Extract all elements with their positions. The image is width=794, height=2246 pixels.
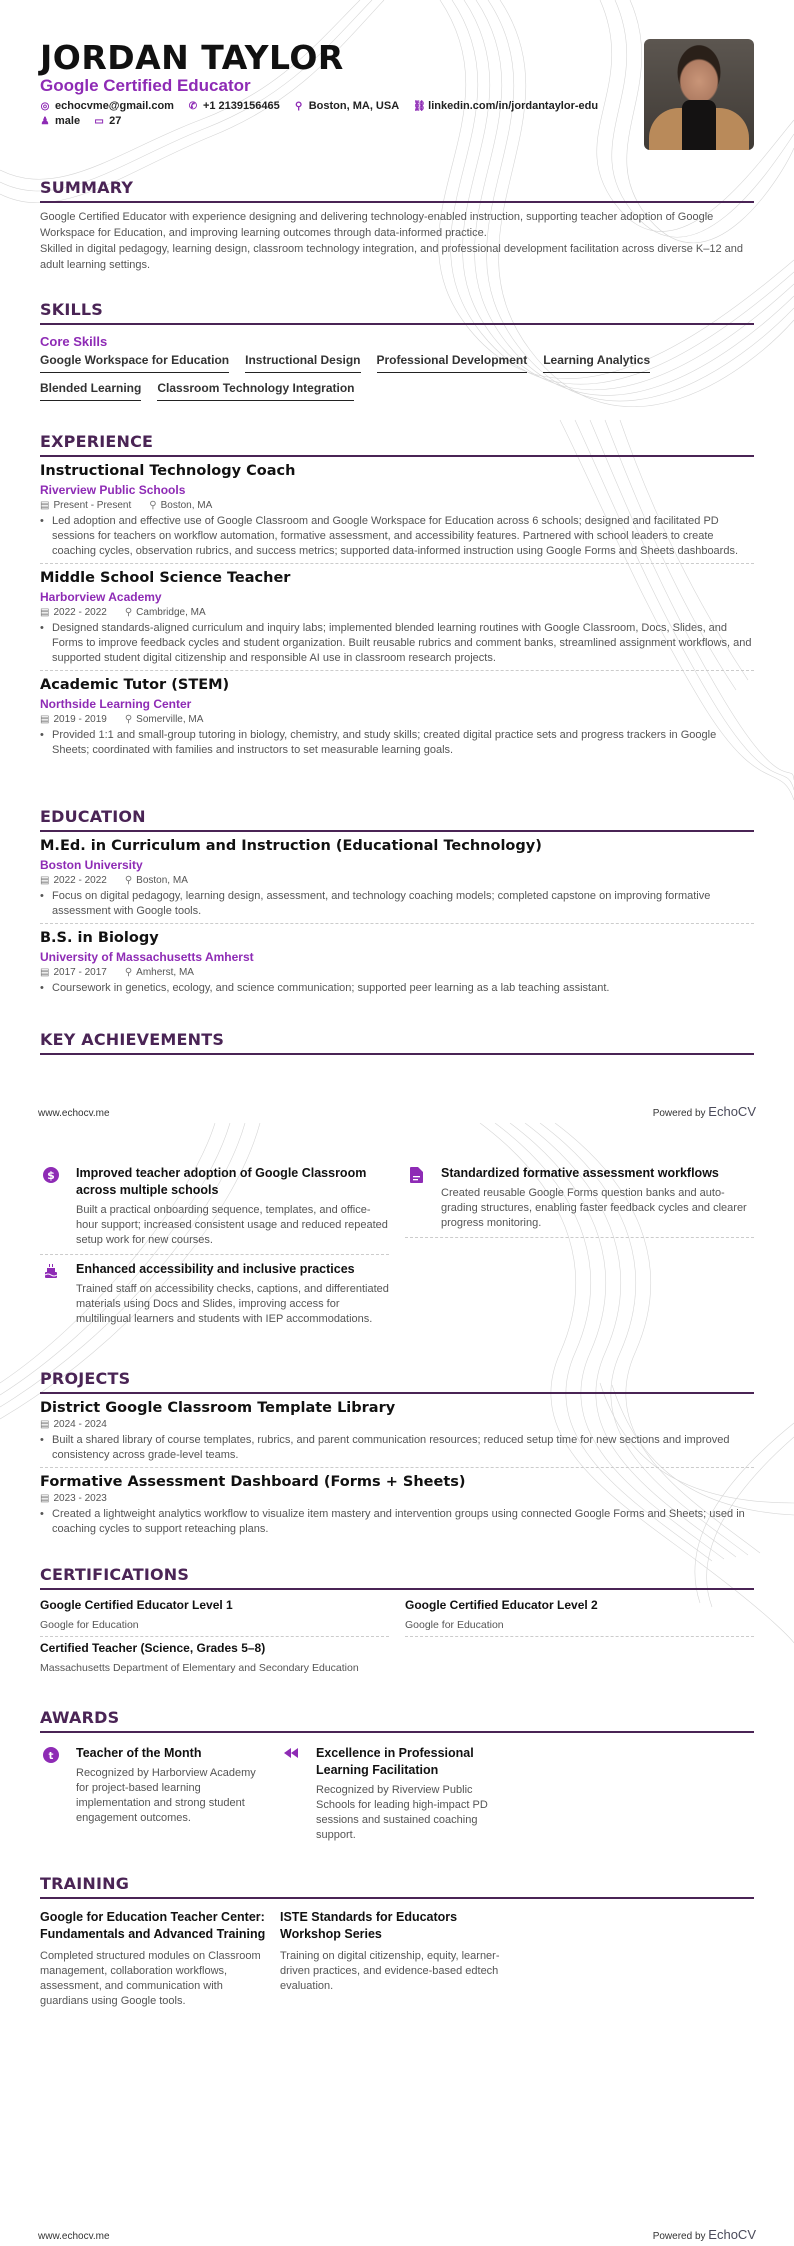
achievements-section-header (40, 1030, 754, 1055)
entry-bullet: • Created a lightweight analytics workflow to visualize item mastery and intervention groups using connected Google Forms and Sheets; used in coaching cycles to support reteaching plans. (40, 1508, 745, 1535)
training-title: ISTE Standards for Educators Workshop Series (280, 1910, 458, 1941)
skill-chip: Blended Learning (40, 381, 141, 401)
location-icon: ⚲ (295, 100, 303, 112)
entry-meta: ▤ 2022 - 2022 ⚲ Boston, MA (40, 875, 188, 886)
entry-bullet: • Focus on digital pedagogy, learning design, assessment, and technology coaching models; completed capstone on improving formative assessment with Google tools. (40, 890, 711, 917)
certifications-section (40, 1565, 754, 1679)
contact-linkedin[interactable]: ⛓ linkedin.com/in/jordantaylor-edu (413, 100, 599, 112)
certification-name: Google Certified Educator Level 1 (40, 1598, 233, 1612)
certification-name: Google Certified Educator Level 2 (405, 1598, 598, 1612)
calendar-icon: ▭ (94, 115, 104, 127)
gender-icon: ♟ (40, 115, 50, 127)
location-icon: ⚲ (124, 875, 133, 886)
calendar-icon: ▤ (40, 714, 50, 725)
certification-issuer: Google for Education (405, 1619, 504, 1631)
entry-meta: ▤ 2023 - 2023 (40, 1493, 107, 1504)
section-title: KEY ACHIEVEMENTS (40, 1030, 754, 1055)
resume-page-2 (0, 1123, 794, 2246)
footer-site-link[interactable]: www.echocv.me (38, 2231, 110, 2242)
entry-meta: ▤ 2019 - 2019 ⚲ Somerville, MA (40, 714, 204, 725)
candidate-title: Google Certified Educator (40, 76, 251, 95)
training-list (40, 1909, 754, 2009)
summary-paragraph: Google Certified Educator with experience designing and delivering technology-enabled instruction, supporting teacher adoption of Google Workspace for Education, and improving learning outcomes through data-informed practice. (40, 211, 714, 239)
section-title: CERTIFICATIONS (40, 1565, 754, 1590)
experience-entry (40, 457, 754, 564)
degree-title: M.Ed. in Curriculum and Instruction (Educational Technology) (40, 838, 542, 854)
achievement-title: Enhanced accessibility and inclusive practices (76, 1262, 355, 1276)
entry-meta: ▤ 2022 - 2022 ⚲ Cambridge, MA (40, 607, 206, 618)
employer-name: Harborview Academy (40, 590, 162, 604)
page-footer (38, 1104, 756, 1119)
experience-entry (40, 671, 754, 762)
training-item (280, 1909, 520, 2009)
brand-logo[interactable]: EchoCV (708, 2227, 756, 2242)
phone-icon: ✆ (188, 100, 198, 112)
role-title: Instructional Technology Coach (40, 463, 296, 479)
achievement-desc: Created reusable Google Forms question banks and auto-grading structures, enabling faster feedback cycles and clearer progress monitoring. (441, 1187, 747, 1229)
footer-powered-by: Powered by EchoCV (652, 2227, 756, 2242)
award-list (40, 1739, 754, 1849)
achievement-grid (40, 1159, 754, 1333)
certification-item (40, 1594, 389, 1637)
training-desc: Training on digital citizenship, equity, learner-driven practices, and evidence-based edtech evaluation. (280, 1950, 500, 1992)
skill-chip: Learning Analytics (543, 353, 650, 373)
project-name: Formative Assessment Dashboard (Forms + Sheets) (40, 1474, 466, 1490)
skills-group-title: Core Skills (40, 334, 108, 349)
award-item (40, 1739, 280, 1849)
experience-section (40, 432, 754, 762)
entry-bullet: • Led adoption and effective use of Google Classroom and Google Workspace for Education across 6 schools; designed and facilitated PD sessions for teachers on workflow automation, formative assessment, and accessibility features. Partnered with school leaders to create coaching cycles, observation rubrics, and success metrics; supported data-informed instruction using Google Forms and Sheets dashboards. (40, 515, 739, 557)
achievement-title: Standardized formative assessment workflows (441, 1166, 719, 1180)
award-desc: Recognized by Harborview Academy for project-based learning implementation and strong student engagement outcomes. (76, 1767, 256, 1824)
role-title: Middle School Science Teacher (40, 570, 291, 586)
degree-title: B.S. in Biology (40, 930, 159, 946)
certification-item (405, 1594, 754, 1637)
profile-photo (644, 39, 754, 150)
entry-meta: ▤ 2024 - 2024 (40, 1419, 107, 1430)
calendar-icon: ▤ (40, 1493, 50, 1504)
award-title: Excellence in Professional Learning Facilitation (316, 1746, 474, 1777)
training-item (40, 1909, 280, 2009)
achievement-item (40, 1255, 389, 1333)
summary-paragraph: Skilled in digital pedagogy, learning design, classroom technology integration, and professional development facilitation across diverse K–12 and adult learning settings. (40, 243, 744, 271)
achievement-desc: Trained staff on accessibility checks, captions, and differentiated materials using Docs and Slides, improving access for multilingual learners and students with IEP accommodations. (76, 1283, 389, 1325)
certification-grid (40, 1594, 754, 1679)
link-icon: ⛓ (413, 100, 426, 112)
dollar-icon (40, 1165, 62, 1187)
calendar-icon: ▤ (40, 1419, 50, 1430)
svg-text:$: $ (47, 1169, 55, 1182)
location-icon: ⚲ (124, 967, 133, 978)
page-footer (38, 2227, 756, 2242)
employer-name: Northside Learning Center (40, 697, 192, 711)
certification-name: Certified Teacher (Science, Grades 5–8) (40, 1641, 266, 1655)
section-title: PROJECTS (40, 1369, 754, 1394)
entry-meta: ▤ 2017 - 2017 ⚲ Amherst, MA (40, 967, 194, 978)
skill-chip: Classroom Technology Integration (157, 381, 354, 401)
footer-site-link[interactable]: www.echocv.me (38, 1108, 110, 1119)
certification-item (40, 1637, 389, 1679)
project-name: District Google Classroom Template Library (40, 1400, 396, 1416)
experience-entry (40, 564, 754, 671)
achievement-desc: Built a practical onboarding sequence, templates, and office-hour support; increased consistent usage and reduced repeated setup work for new courses. (76, 1204, 388, 1246)
education-entry (40, 832, 754, 924)
project-entry (40, 1394, 754, 1468)
contact-age: ▭ 27 (94, 115, 122, 127)
contact-email[interactable]: ◎ echocvme@gmail.com (40, 100, 174, 112)
location-icon: ⚲ (149, 500, 157, 511)
certification-issuer: Massachusetts Department of Elementary and Secondary Education (40, 1662, 359, 1674)
document-icon (405, 1165, 427, 1187)
school-name: Boston University (40, 858, 143, 872)
education-section (40, 807, 754, 1000)
achievement-item (405, 1159, 754, 1238)
location-icon: ⚲ (124, 714, 133, 725)
entry-bullet: • Built a shared library of course templates, rubrics, and parent communication resources; reduced setup time for new sections and improved consistency across grade-level teams. (40, 1434, 730, 1461)
rewind-icon (280, 1745, 302, 1767)
email-icon: ◎ (40, 100, 50, 112)
summary-section (40, 178, 754, 273)
contact-location: ⚲ Boston, MA, USA (295, 100, 400, 112)
entry-bullet: • Designed standards-aligned curriculum and inquiry labs; implemented blended learning routines with Google Classroom, Docs, Slides, and Forms to improve feedback cycles and student organization. Built reusable rubrics and comment banks, streamlined assignment workflows, and supported student digital citizenship and responsible AI use in classroom research projects. (40, 622, 752, 664)
section-title: SKILLS (40, 300, 754, 325)
education-entry (40, 924, 754, 1000)
calendar-icon: ▤ (40, 500, 50, 511)
projects-section (40, 1369, 754, 1541)
calendar-icon: ▤ (40, 607, 50, 618)
training-title: Google for Education Teacher Center: Fundamentals and Advanced Training (40, 1910, 266, 1941)
award-title: Teacher of the Month (76, 1746, 202, 1760)
role-title: Academic Tutor (STEM) (40, 677, 230, 693)
awards-section (40, 1708, 754, 1849)
contact-phone[interactable]: ✆ +1 2139156465 (188, 100, 280, 112)
entry-meta: ▤ Present - Present ⚲ Boston, MA (40, 500, 213, 511)
contact-gender: ♟ male (40, 115, 81, 127)
award-desc: Recognized by Riverview Public Schools for leading high-impact PD sessions and sustained coaching support. (316, 1784, 488, 1841)
skill-chip: Instructional Design (245, 353, 360, 373)
svg-text:t: t (48, 1751, 54, 1762)
training-section (40, 1874, 754, 2009)
section-title: EXPERIENCE (40, 432, 754, 457)
location-icon: ⚲ (124, 607, 133, 618)
skill-list (40, 353, 754, 401)
school-name: University of Massachusetts Amherst (40, 950, 254, 964)
contact-list (40, 100, 610, 127)
achievement-item (40, 1159, 389, 1255)
skill-chip: Professional Development (377, 353, 528, 373)
calendar-icon: ▤ (40, 967, 50, 978)
section-title: EDUCATION (40, 807, 754, 832)
section-title: TRAINING (40, 1874, 754, 1899)
entry-bullet: • Provided 1:1 and small-group tutoring in biology, chemistry, and study skills; created digital practice sets and progress trackers in Google Sheets; coordinated with families and instructors to set measurable learning goals. (40, 729, 717, 756)
achievement-title: Improved teacher adoption of Google Classroom across multiple schools (76, 1166, 367, 1197)
project-entry (40, 1468, 754, 1541)
section-title: AWARDS (40, 1708, 754, 1733)
cake-icon (40, 1261, 62, 1283)
section-title: SUMMARY (40, 178, 754, 203)
entry-bullet: • Coursework in genetics, ecology, and science communication; supported peer learning as a lab teaching assistant. (40, 982, 610, 994)
achievements-section (40, 1159, 754, 1333)
award-badge-icon (40, 1745, 62, 1767)
certification-issuer: Google for Education (40, 1619, 139, 1631)
award-item (280, 1739, 520, 1849)
skills-section (40, 300, 754, 401)
skill-chip: Google Workspace for Education (40, 353, 229, 373)
calendar-icon: ▤ (40, 875, 50, 886)
candidate-name: JORDAN TAYLOR (40, 38, 344, 77)
training-desc: Completed structured modules on Classroom management, collaboration workflows, assessment, and communication with guardians using Google tools. (40, 1950, 261, 2007)
employer-name: Riverview Public Schools (40, 483, 186, 497)
footer-powered-by: Powered by EchoCV (652, 1104, 756, 1119)
brand-logo[interactable]: EchoCV (708, 1104, 756, 1119)
